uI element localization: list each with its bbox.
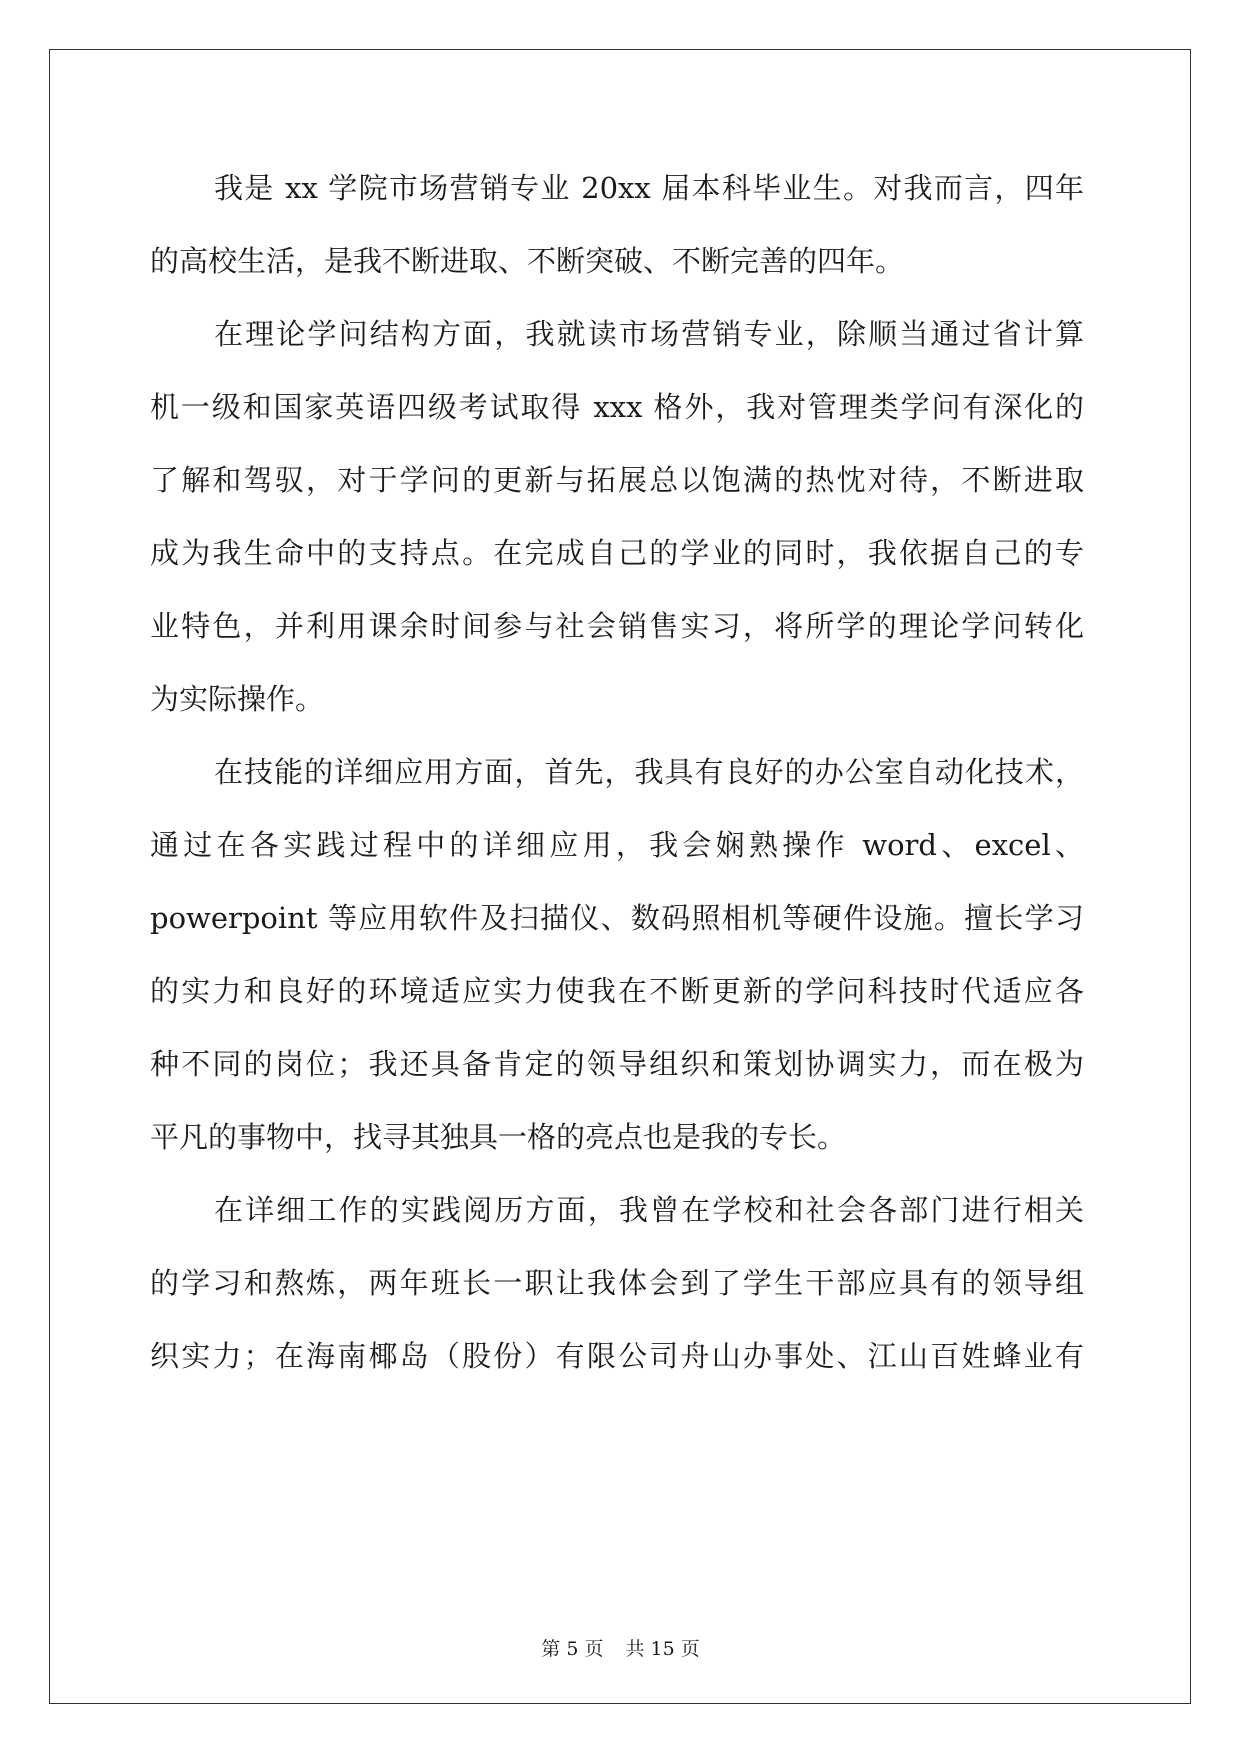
paragraph-4-line-2: 的学习和熬炼，两年班长一职让我体会到了学生干部应具有的领导组 — [150, 1266, 1084, 1300]
paragraph-1-line-2: 的高校生活，是我不断进取、不断突破、不断完善的四年。 — [150, 244, 905, 278]
paragraph-4-line-3: 织实力；在海南椰岛（股份）有限公司舟山办事处、江山百姓蜂业有 — [150, 1339, 1084, 1373]
paragraph-2-line-2: 机一级和国家英语四级考试取得 xxx 格外，我对管理类学问有深化的 — [150, 390, 1084, 424]
paragraph-2-line-3: 了解和驾驭，对于学问的更新与拓展总以饱满的热忱对待，不断进取 — [150, 463, 1084, 497]
paragraph-2-line-1: 在理论学问结构方面，我就读市场营销专业，除顺当通过省计算 — [214, 317, 1084, 351]
paragraph-3-line-3: powerpoint 等应用软件及扫描仪、数码照相机等硬件设施。擅长学习 — [150, 901, 1084, 935]
paragraph-3-line-1: 在技能的详细应用方面，首先，我具有良好的办公室自动化技术， — [214, 755, 1084, 789]
paragraph-2-line-5: 业特色，并利用课余时间参与社会销售实习，将所学的理论学问转化 — [150, 609, 1084, 643]
paragraph-1-line-1: 我是 xx 学院市场营销专业 20xx 届本科毕业生。对我而言，四年 — [214, 171, 1084, 205]
paragraph-3-line-6: 平凡的事物中，找寻其独具一格的亮点也是我的专长。 — [150, 1120, 847, 1154]
paragraph-4-line-1: 在详细工作的实践阅历方面，我曾在学校和社会各部门进行相关 — [214, 1193, 1084, 1227]
page-footer — [0, 1634, 1241, 1661]
paragraph-2-line-4: 成为我生命中的支持点。在完成自己的学业的同时，我依据自己的专 — [150, 536, 1084, 570]
paragraph-3-line-2: 通过在各实践过程中的详细应用，我会娴熟操作 word、excel、 — [150, 828, 1084, 862]
paragraph-3-line-5: 种不同的岗位；我还具备肯定的领导组织和策划协调实力，而在极为 — [150, 1047, 1084, 1081]
page-total: 共 15 页 — [625, 1638, 700, 1660]
paragraph-2-line-6: 为实际操作。 — [150, 682, 325, 716]
page-border — [49, 49, 1191, 1704]
paragraph-3-line-4: 的实力和良好的环境适应实力使我在不断更新的学问科技时代适应各 — [150, 974, 1084, 1008]
page-number: 第 5 页 — [541, 1638, 604, 1660]
